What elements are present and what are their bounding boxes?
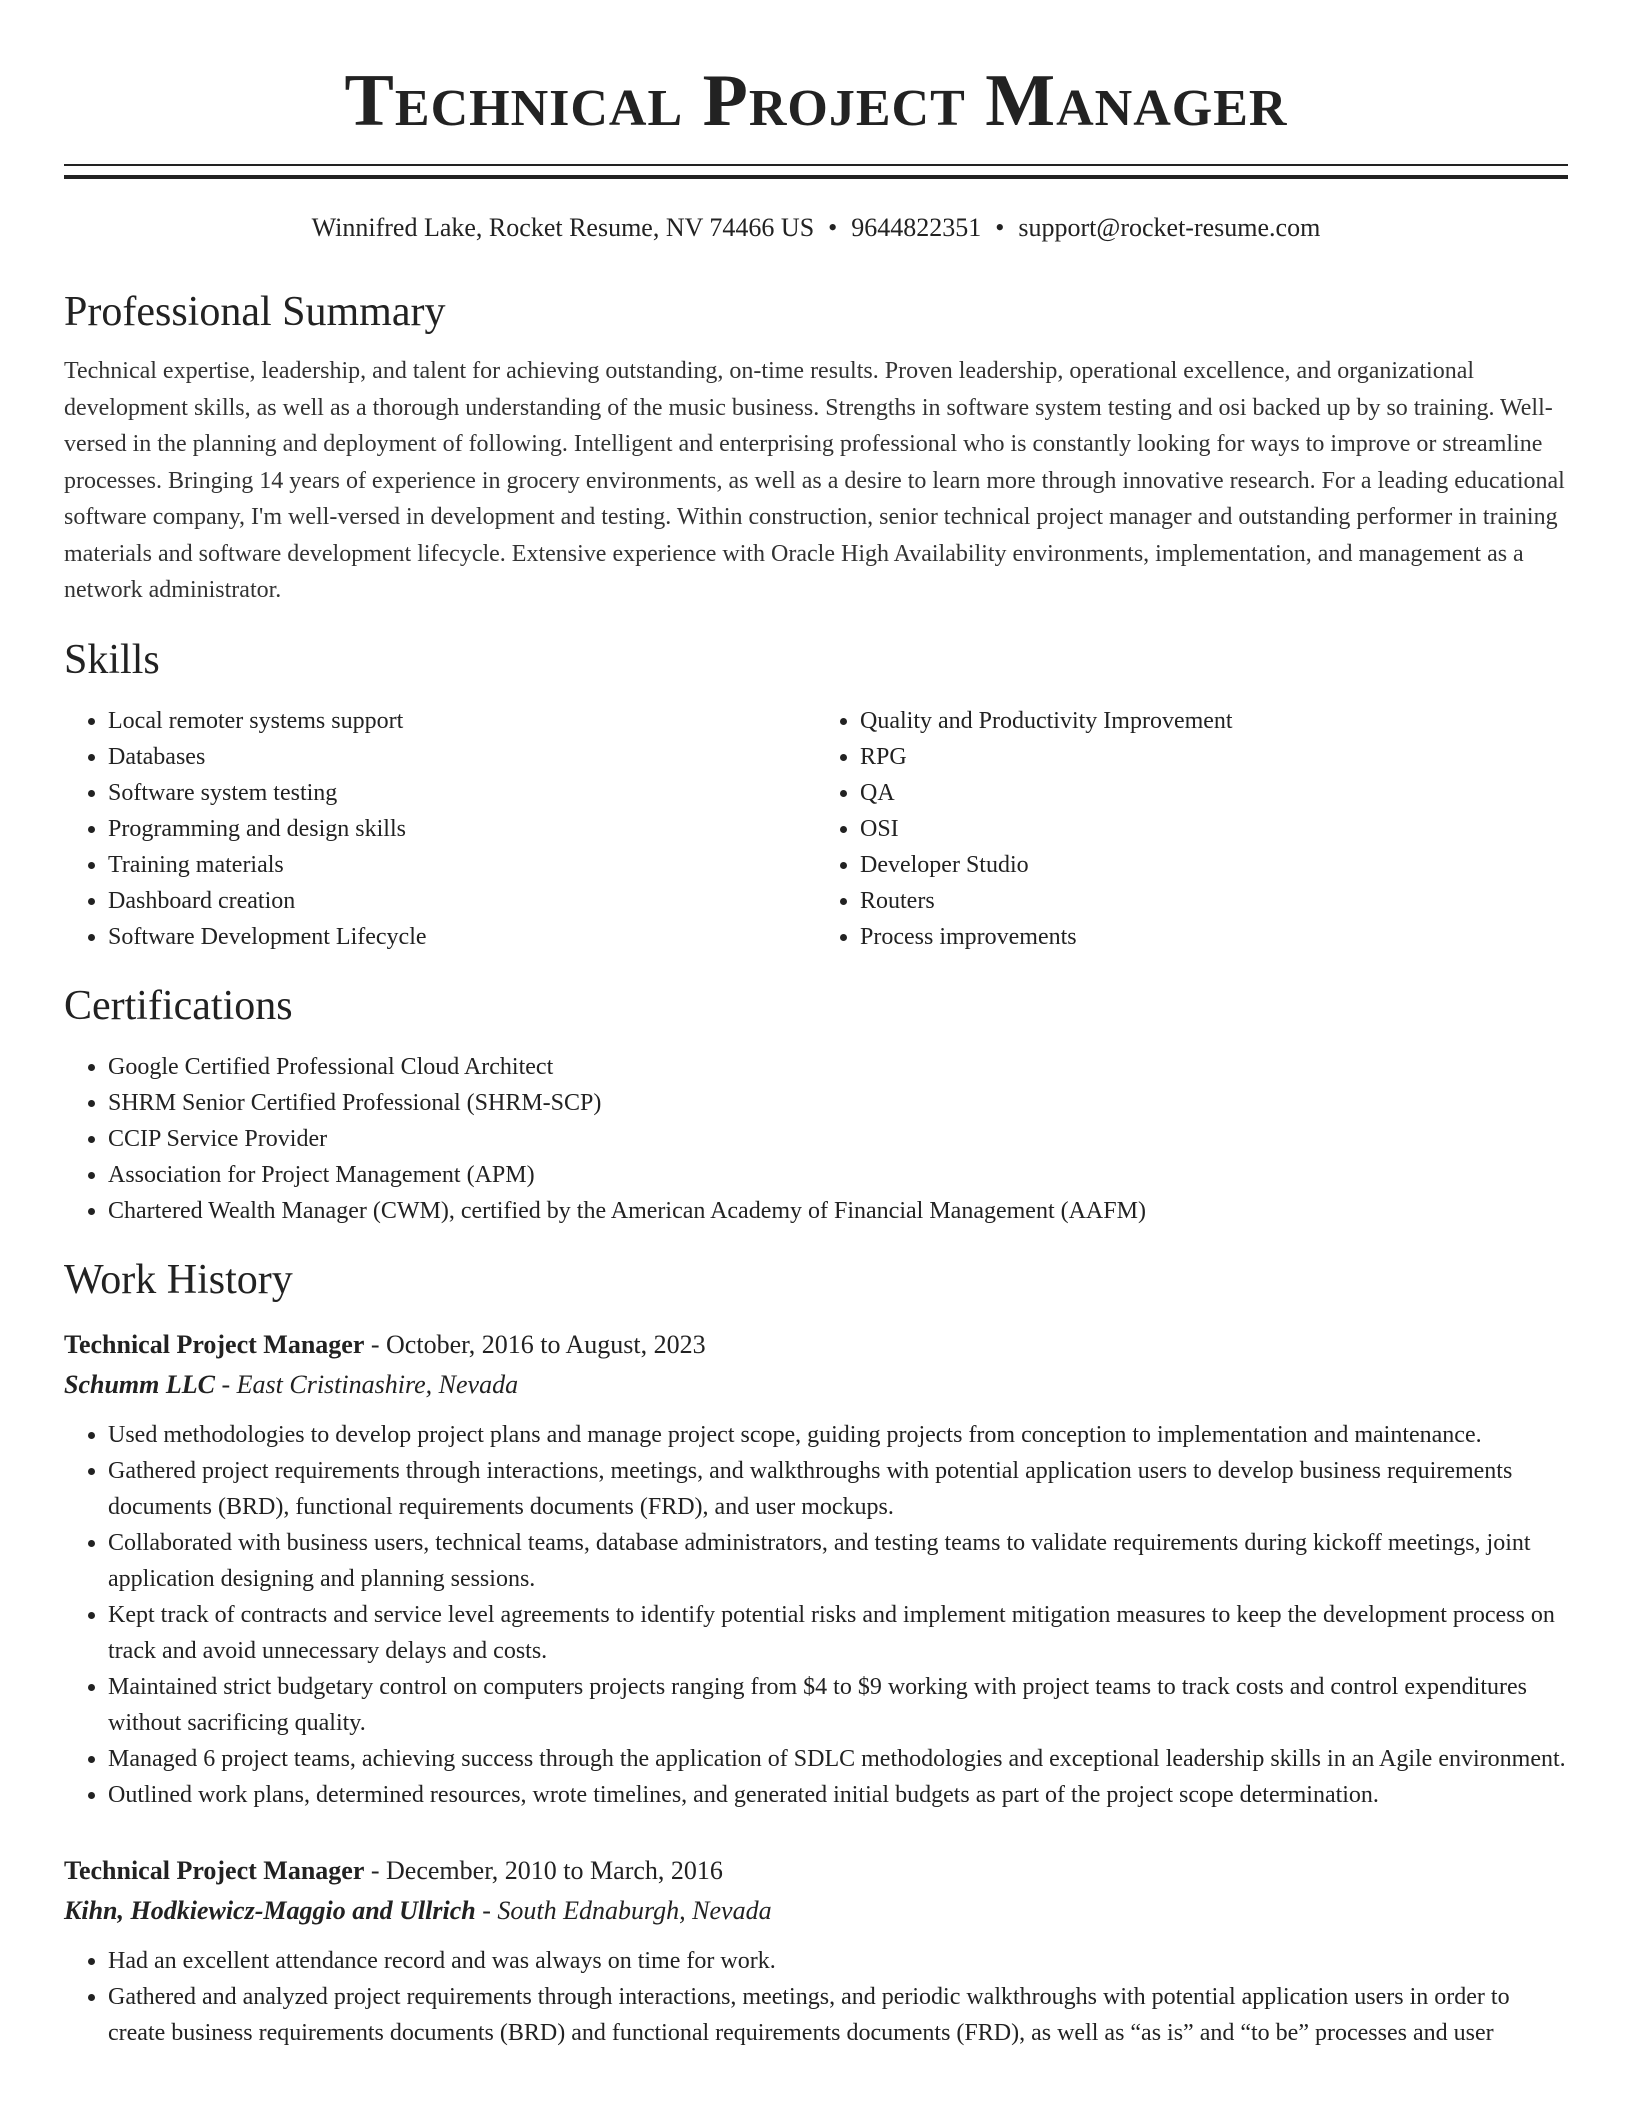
duty-item: • Managed 6 project teams, achieving success through the application of SDLC methodologies and exceptional leadership skills in an Agile environment. (108, 1741, 1568, 1777)
job-header (64, 1851, 1568, 1891)
skill-item: • Local remoter systems support (108, 703, 816, 739)
job-dates: - December, 2010 to March, 2016 (364, 1855, 723, 1885)
skill-item: • Dashboard creation (108, 883, 816, 919)
certification-item: • Chartered Wealth Manager (CWM), certified by the American Academy of Financial Management (AAFM) (108, 1193, 1568, 1229)
skill-item: • QA (860, 775, 1568, 811)
job-title: Technical Project Manager (64, 1855, 365, 1885)
duty-item: • Used methodologies to develop project plans and manage project scope, guiding projects from conception to implementation and maintenance. (108, 1417, 1568, 1453)
skill-item: • Developer Studio (860, 847, 1568, 883)
certification-item: • Google Certified Professional Cloud Architect (108, 1049, 1568, 1085)
company-name: Kihn, Hodkiewicz-Maggio and Ullrich (64, 1895, 476, 1925)
summary-text: Technical expertise, leadership, and talent for achieving outstanding, on-time results. Proven leadership, operational excellence, and organizational development skills, as well as a thorough understanding of the music business. Strengths in software system testing and osi backed up by so training. Well-versed in the planning and deployment of following. Intelligent and enterprising professional who is constantly looking for ways to improve or streamline processes. Bringing 14 years of experience in grocery environments, as well as a desire to learn more through innovative research. For a leading educational software company, I'm well-versed in development and testing. Within construction, senior technical project manager and outstanding performer in training materials and software development lifecycle. Extensive experience with Oracle High Availability environments, implementation, and management as a network administrator. (64, 358, 1565, 603)
skill-item: • Programming and design skills (108, 811, 816, 847)
skill-item: • OSI (860, 811, 1568, 847)
duty-item: • Outlined work plans, determined resources, wrote timelines, and generated initial budgets as part of the project scope determination. (108, 1777, 1568, 1813)
skills-list-right (816, 703, 1568, 955)
contact-email: support@rocket-resume.com (1018, 213, 1321, 242)
summary-heading: Professional Summary (64, 289, 446, 335)
certification-item: • Association for Project Management (APM) (108, 1157, 1568, 1193)
job-header (64, 1325, 1568, 1365)
job-entry (64, 1851, 1568, 2051)
job-title: Technical Project Manager (64, 1329, 365, 1359)
job-duties-list (64, 1417, 1568, 1813)
title-double-rule (64, 164, 1568, 179)
skill-item: • Software Development Lifecycle (108, 919, 816, 955)
duty-item: • Had an excellent attendance record and was always on time for work. (108, 1943, 1568, 1979)
job-employer (64, 1365, 1568, 1405)
company-location: - East Cristinashire, Nevada (214, 1369, 519, 1399)
certifications-list (64, 1049, 1568, 1229)
duty-item: • Maintained strict budgetary control on computers projects ranging from $4 to $9 working with project teams to track costs and control expenditures without sacrificing quality. (108, 1669, 1568, 1741)
skills-list-left (64, 703, 816, 955)
certifications-heading: Certifications (64, 982, 293, 1029)
contact-address: Winnifred Lake, Rocket Resume, NV 74466 US (311, 213, 815, 242)
duty-item: • Kept track of contracts and service level agreements to identify potential risks and implement mitigation measures to keep the development process on track and avoid unnecessary delays and costs. (108, 1597, 1568, 1669)
job-duties-list (64, 1943, 1568, 2051)
certification-item: • CCIP Service Provider (108, 1121, 1568, 1157)
skill-item: • Training materials (108, 847, 816, 883)
skill-item: • Quality and Productivity Improvement (860, 703, 1568, 739)
skill-item: • RPG (860, 739, 1568, 775)
certification-item: • SHRM Senior Certified Professional (SHRM-SCP) (108, 1085, 1568, 1121)
skill-item: • Databases (108, 739, 816, 775)
contact-separator: • (828, 213, 838, 242)
skill-item: • Software system testing (108, 775, 816, 811)
skill-item: • Routers (860, 883, 1568, 919)
work-history-heading: Work History (64, 1256, 293, 1303)
company-name: Schumm LLC (64, 1369, 215, 1399)
job-entry (64, 1325, 1568, 1813)
company-location: - South Ednaburgh, Nevada (475, 1895, 772, 1925)
contact-separator: • (995, 213, 1005, 242)
skills-columns (64, 703, 1568, 955)
job-employer (64, 1891, 1568, 1931)
contact-line (64, 211, 1568, 245)
contact-phone: 9644822351 (851, 213, 982, 242)
duty-item: • Gathered project requirements through interactions, meetings, and walkthroughs with potential application users to develop business requirements documents (BRD), functional requirements documents (FRD), and user mockups. (108, 1453, 1568, 1525)
resume-title: Technical Project Manager (344, 60, 1288, 142)
skill-item: • Process improvements (860, 919, 1568, 955)
duty-item: • Collaborated with business users, technical teams, database administrators, and testing teams to validate requirements during kickoff meetings, joint application designing and planning sessions. (108, 1525, 1568, 1597)
skills-heading: Skills (64, 636, 160, 683)
job-dates: - October, 2016 to August, 2023 (364, 1329, 706, 1359)
duty-item: • Gathered and analyzed project requirements through interactions, meetings, and periodic walkthroughs with potential application users in order to create business requirements documents (BRD) and functional requirements documents (FRD), as well as “as is” and “to be” processes and user (108, 1979, 1568, 2051)
